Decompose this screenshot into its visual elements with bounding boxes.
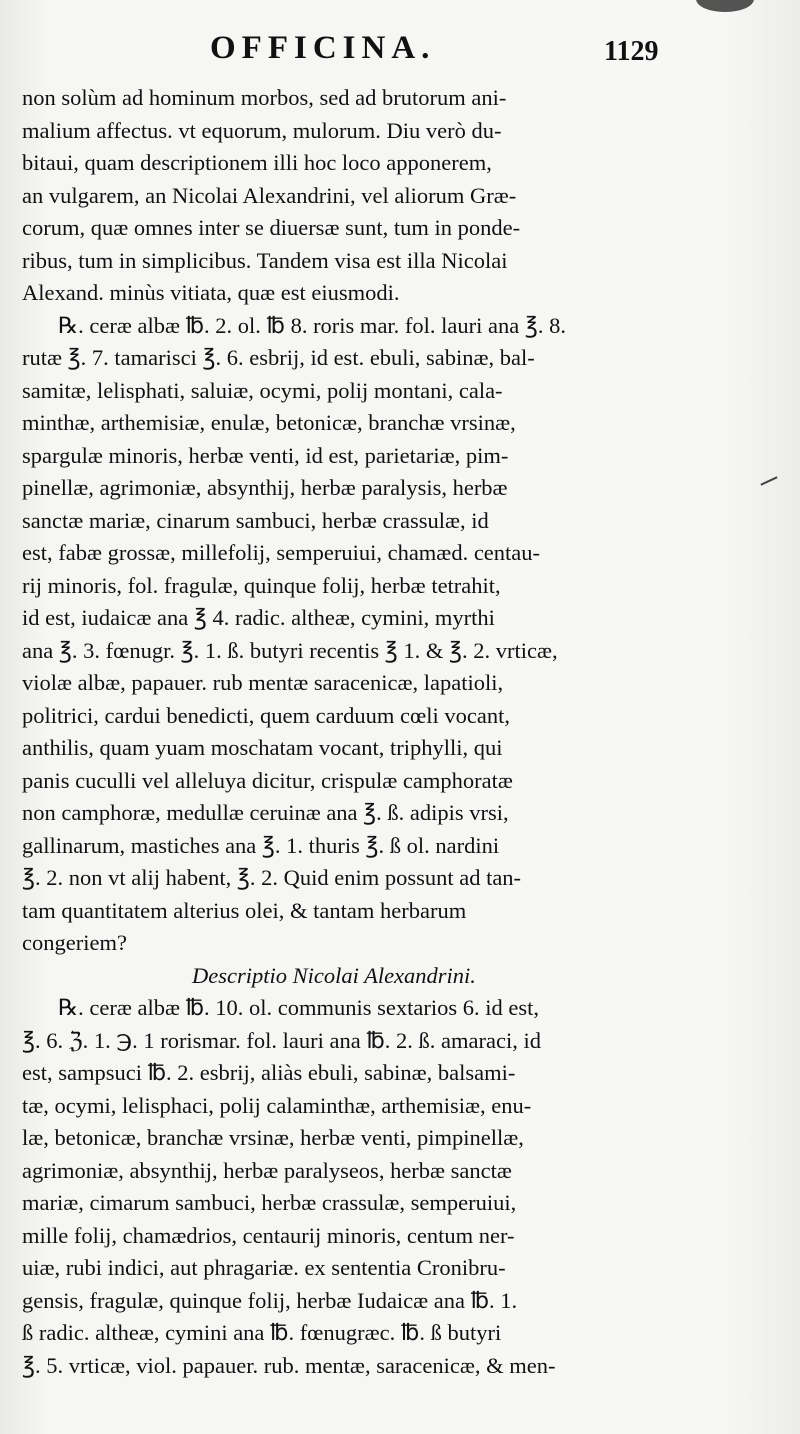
text-line: ℥. 2. non vt alij habent, ℥. 2. Quid enim possunt ad tan- [22,865,522,890]
text-line: pinellæ, agrimoniæ, absynthij, herbæ paralysis, herbæ [22,475,508,500]
text-line: politrici, cardui benedicti, quem carduum cœli vocant, [22,702,510,728]
text-line: ℥. 6. ℨ. 1. ℈. 1 rorismar. fol. lauri ana ℔. 2. ß. amaraci, id [22,1027,541,1053]
text-line: tam quantitatem alterius olei, & tantam herbarum [22,897,467,923]
text-line: rij minoris, fol. fragulæ, quinque folij, herbæ tetrahit, [22,572,501,598]
text-line: tæ, ocymi, lelisphaci, polij calaminthæ, arthemisiæ, enu- [22,1092,532,1118]
section-caption: Descriptio Nicolai Alexandrini. [192,962,476,988]
text-line: bitaui, quam descriptionem illi hoc loco apponerem, [22,150,492,175]
text-line: non solùm ad hominum morbos, sed ad brutorum ani- [22,85,507,110]
text-line: non camphoræ, medullæ ceruinæ ana ℥. ß. adipis vrsi, [22,800,509,825]
text-line: mille folij, chamædrios, centaurij minoris, centum ner- [22,1222,515,1248]
text-line: corum, quæ omnes inter se diuersæ sunt, tum in ponde- [22,215,521,240]
text-line: malium affectus. vt equorum, mulorum. Diu verò du- [22,117,502,143]
ink-blot [696,0,754,12]
page-header [0,30,800,74]
text-line: sanctæ mariæ, cinarum sambuci, herbæ crassulæ, id [22,507,489,533]
text-line: anthilis, quam yuam moschatam vocant, triphylli, qui [22,735,503,760]
text-line: gensis, fragulæ, quinque folij, herbæ Iudaicæ ana ℔. 1. [22,1287,518,1313]
text-line: ana ℥. 3. fœnugr. ℥. 1. ß. butyri recentis ℥ 1. & ℥. 2. vrticæ, [22,637,558,663]
text-line: gallinarum, mastiches ana ℥. 1. thuris ℥. ß ol. nardini [22,832,500,858]
text-line: congeriem? [22,930,127,955]
text-line: minthæ, arthemisiæ, enulæ, betonicæ, branchæ vrsinæ, [22,410,516,435]
text-line: violæ albæ, papauer. rub mentæ saracenicæ, lapatioli, [22,670,504,695]
text-line: est, sampsuci ℔. 2. esbrij, aliàs ebuli, sabinæ, balsami- [22,1060,516,1085]
text-line: panis cuculli vel alleluya dicitur, crispulæ camphoratæ [22,767,513,793]
text-line: rutæ ℥. 7. tamarisci ℥. 6. esbrij, id est. ebuli, sabinæ, bal- [22,345,535,370]
text-line: ribus, tum in simplicibus. Tandem visa est illa Nicolai [22,247,508,273]
page-number: 1129 [604,36,659,67]
text-line: mariæ, cimarum sambuci, herbæ crassulæ, semperuiui, [22,1190,517,1215]
text-line: uiæ, rubi indici, aut phragariæ. ex sententia Cronibru- [22,1255,506,1280]
text-line: id est, iudaicæ ana ℥ 4. radic. altheæ, cymini, myrthi [22,605,495,630]
text-line: agrimoniæ, absynthij, herbæ paralyseos, herbæ sanctæ [22,1157,512,1183]
margin-mark [760,476,777,485]
text-line: an vulgarem, an Nicolai Alexandrini, vel aliorum Græ- [22,182,517,208]
recipe-line: ℞. ceræ albæ ℔. 10. ol. communis sextarios 6. id est, [58,995,540,1020]
text-line: Alexand. minùs vitiata, quæ est eiusmodi. [22,280,400,305]
text-line: spargulæ minoris, herbæ venti, id est, parietariæ, pim- [22,442,509,468]
page-body [22,82,690,1382]
recipe-line: ℞. ceræ albæ ℔. 2. ol. ℔ 8. roris mar. fol. lauri ana ℥. 8. [58,312,566,338]
text-line: ℥. 5. vrticæ, viol. papauer. rub. mentæ, saracenicæ, & men- [22,1352,556,1378]
text-line: samitæ, lelisphati, saluiæ, ocymi, polij montani, cala- [22,377,503,403]
text-line: ß radic. altheæ, cymini ana ℔. fœnugræc. ℔. ß butyri [22,1320,502,1345]
text-line: læ, betonicæ, branchæ vrsinæ, herbæ venti, pimpinellæ, [22,1125,524,1150]
running-title: OFFICINA. [210,30,436,66]
text-line: est, fabæ grossæ, millefolij, semperuiui, chamæd. centau- [22,540,541,565]
